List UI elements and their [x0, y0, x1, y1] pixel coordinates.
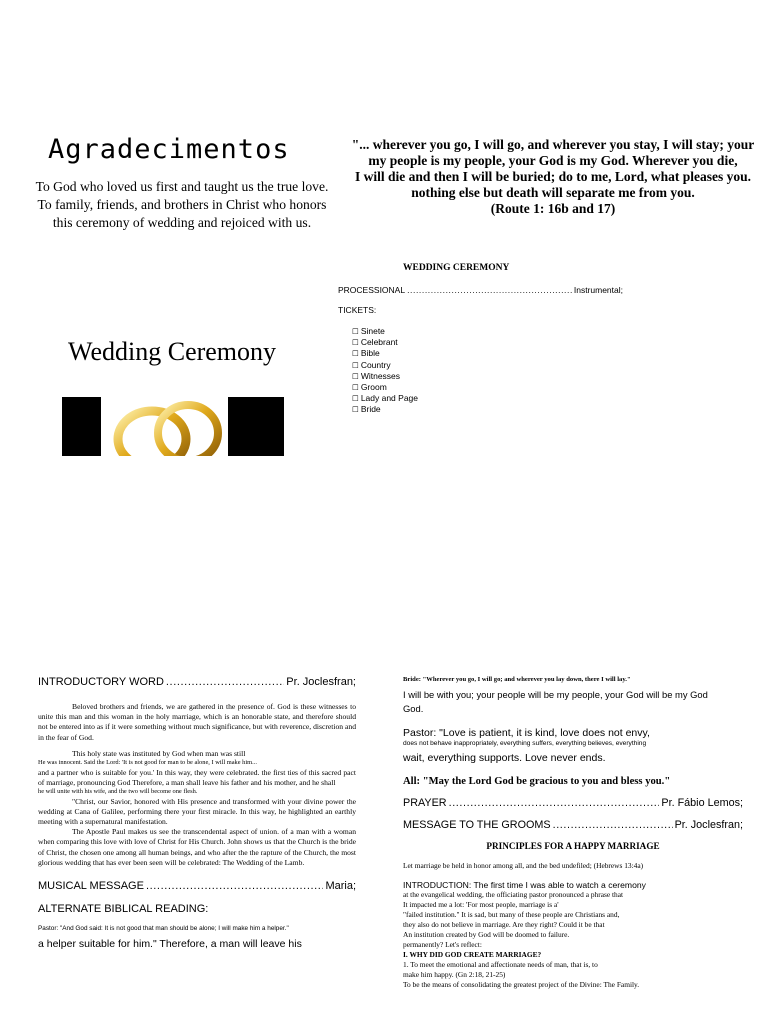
intro-paragraph-small: He was innocent. Said the Lord: 'It is not good for man to be alone, I will make him... — [38, 759, 257, 767]
introduction-line: "failed institution." It is sad, but many of these people are Christians and, — [403, 910, 620, 920]
verse-reference: (Route 1: 16b and 17) — [490, 201, 616, 216]
list-item: ☐ Lady and Page — [352, 393, 418, 404]
pastor-reading-continued: a helper suitable for him." Therefore, a man will leave his — [38, 937, 302, 950]
verse-line: nothing else but death will separate me from you. — [411, 185, 695, 200]
list-item: ☐ Bride — [352, 404, 418, 415]
hebrews-quote: Let marriage be held in honor among all, and the bed undefiled; (Hebrews 13:4a) — [403, 861, 644, 870]
list-item: ☐ Country — [352, 360, 418, 371]
list-item: ☐ Bible — [352, 348, 418, 359]
introduction-line: An institution created by God will be doomed to failure. — [403, 930, 570, 940]
ruth-verse — [338, 137, 768, 217]
intro-paragraph: The Apostle Paul makes us see the transcendental aspect of union. of a man with a woman when comparing this love with love of Christ for His Church. John shows us that the Church is the bride of Christ, the chosen one among all human beings, and who after the the rapture of the Church, the most glorious wedding that has ever been seen will be celebrated: The Wedding of the Lamb. — [38, 827, 356, 867]
verse-line: my people is my people, your God is my God. Wherever you die, — [368, 153, 738, 168]
why-line: To be the means of consolidating the greatest project of the Divine: The Family. — [403, 980, 640, 990]
introduction-line: at the evangelical wedding, the officiating pastor pronounced a phrase that — [403, 890, 624, 900]
cover-title: Wedding Ceremony — [68, 337, 277, 366]
musical-label: MUSICAL MESSAGE — [38, 880, 144, 893]
musical-message-line — [38, 880, 356, 892]
intro-paragraph: and a partner who is suitable for you.' In this way, they were celebrated. the first ties of this sacred pact of marriage, pronouncing God Therefore, a man shall leave his father and his mother, and he shall — [38, 767, 356, 787]
message-line — [403, 819, 743, 831]
intro-paragraph: Beloved brothers and friends, we are gathered in the presence of. God is these witnesses to unite this man and this woman in the holy marriage, which is an honorable state, and therefore should not be entered into as if it were something without much significance, but with reverence, discretion and in the fear of God. — [38, 702, 356, 742]
tickets-label: TICKETS: — [338, 305, 377, 315]
pastor-love: Pastor: "Love is patient, it is kind, love does not envy, — [403, 726, 650, 739]
processional-line — [338, 285, 623, 295]
alternate-reading-heading: ALTERNATE BIBLICAL READING: — [38, 903, 209, 916]
introductory-page — [38, 676, 356, 950]
list-item: ☐ Groom — [352, 382, 418, 393]
pastor-love-end: wait, everything supports. Love never ends. — [403, 752, 606, 764]
list-item: ☐ Celebrant — [352, 337, 418, 348]
message-officiant: Pr. Joclesfran; — [674, 819, 743, 831]
ceremony-heading: WEDDING CEREMONY — [403, 263, 510, 273]
introduction-line: It impacted me a lot: 'For most people, marriage is a' — [403, 900, 559, 910]
prayer-officiant: Pr. Fábio Lemos; — [661, 797, 743, 809]
tickets-list — [352, 326, 418, 416]
dot-leader — [146, 880, 323, 892]
bride-vow: Bride: "Wherever you go, I will go; and wherever you lay down, there I will lay." — [403, 676, 631, 683]
prayer-line — [403, 797, 743, 809]
dot-leader — [553, 819, 673, 831]
introduction-line: they also do not believe in marriage. Are they right? Could it be that — [403, 920, 605, 930]
bride-vow-continued: I will be with you; your people will be my people, your God will be my God — [403, 688, 708, 700]
acknowledgements-text: To God who loved us first and taught us the true love. To family, friends, and brothers in Christ who honors this ceremony of wedding and rejoiced with us. — [35, 179, 329, 230]
intro-paragraph: This holy state was instituted by God when man was still — [72, 748, 246, 758]
wedding-rings-image — [62, 397, 284, 456]
introduction-line: INTRODUCTION: The first time I was able to watch a ceremony — [403, 880, 646, 890]
why-line: 1. To meet the emotional and affectionate needs of man, that is, to — [403, 960, 598, 970]
intro-paragraph-small: he will unite with his wife, and the two will become one flesh. — [38, 788, 198, 796]
rings-icon — [62, 397, 284, 456]
processional-label: PROCESSIONAL — [338, 285, 406, 295]
intro-officiant: Pr. Joclesfran; — [286, 676, 356, 688]
why-heading: I. WHY DID GOD CREATE MARRIAGE? — [403, 950, 542, 960]
all-blessing: All: "May the Lord God be gracious to you and bless you." — [403, 776, 671, 787]
pastor-love-continued: does not behave inappropriately, everything suffers, everything believes, everything — [403, 739, 647, 747]
dot-leader — [449, 797, 660, 809]
intro-word-line — [38, 676, 356, 688]
acknowledgements-title: Agradecimentos — [48, 134, 290, 165]
verse-line: I will die and then I will be buried; do to me, Lord, what pleases you. — [354, 169, 752, 184]
musical-performer: Maria; — [325, 880, 356, 893]
verse-line: "... wherever you go, I will go, and wherever you stay, I will stay; your — [351, 137, 755, 152]
prayer-label: PRAYER — [403, 797, 447, 809]
why-line: make him happy. (Gn 2:18, 21-25) — [403, 970, 506, 980]
intro-paragraph: "Christ, our Savior, honored with His presence and transformed with your divine power the wedding at Cana of Galilee, performing there your first miracle. In this way, he highlighted an earthly meeting with a supernatural manifestation. — [38, 796, 356, 827]
principles-heading: PRINCIPLES FOR A HAPPY MARRIAGE — [486, 841, 660, 851]
bride-vow-end: God. — [403, 702, 424, 714]
dot-leader — [407, 285, 572, 295]
pastor-reading: Pastor: "And God said: It is not good that man should be alone; I will make him a helper." — [38, 925, 289, 933]
processional-value: Instrumental; — [573, 285, 623, 295]
message-label: MESSAGE TO THE GROOMS — [403, 819, 551, 831]
list-item: ☐ Sinete — [352, 326, 418, 337]
message-page — [403, 676, 743, 990]
intro-label: INTRODUCTORY WORD — [38, 676, 164, 688]
introduction-line: permanently? Let's reflect: — [403, 940, 482, 950]
dot-leader — [166, 676, 284, 688]
list-item: ☐ Witnesses — [352, 371, 418, 382]
